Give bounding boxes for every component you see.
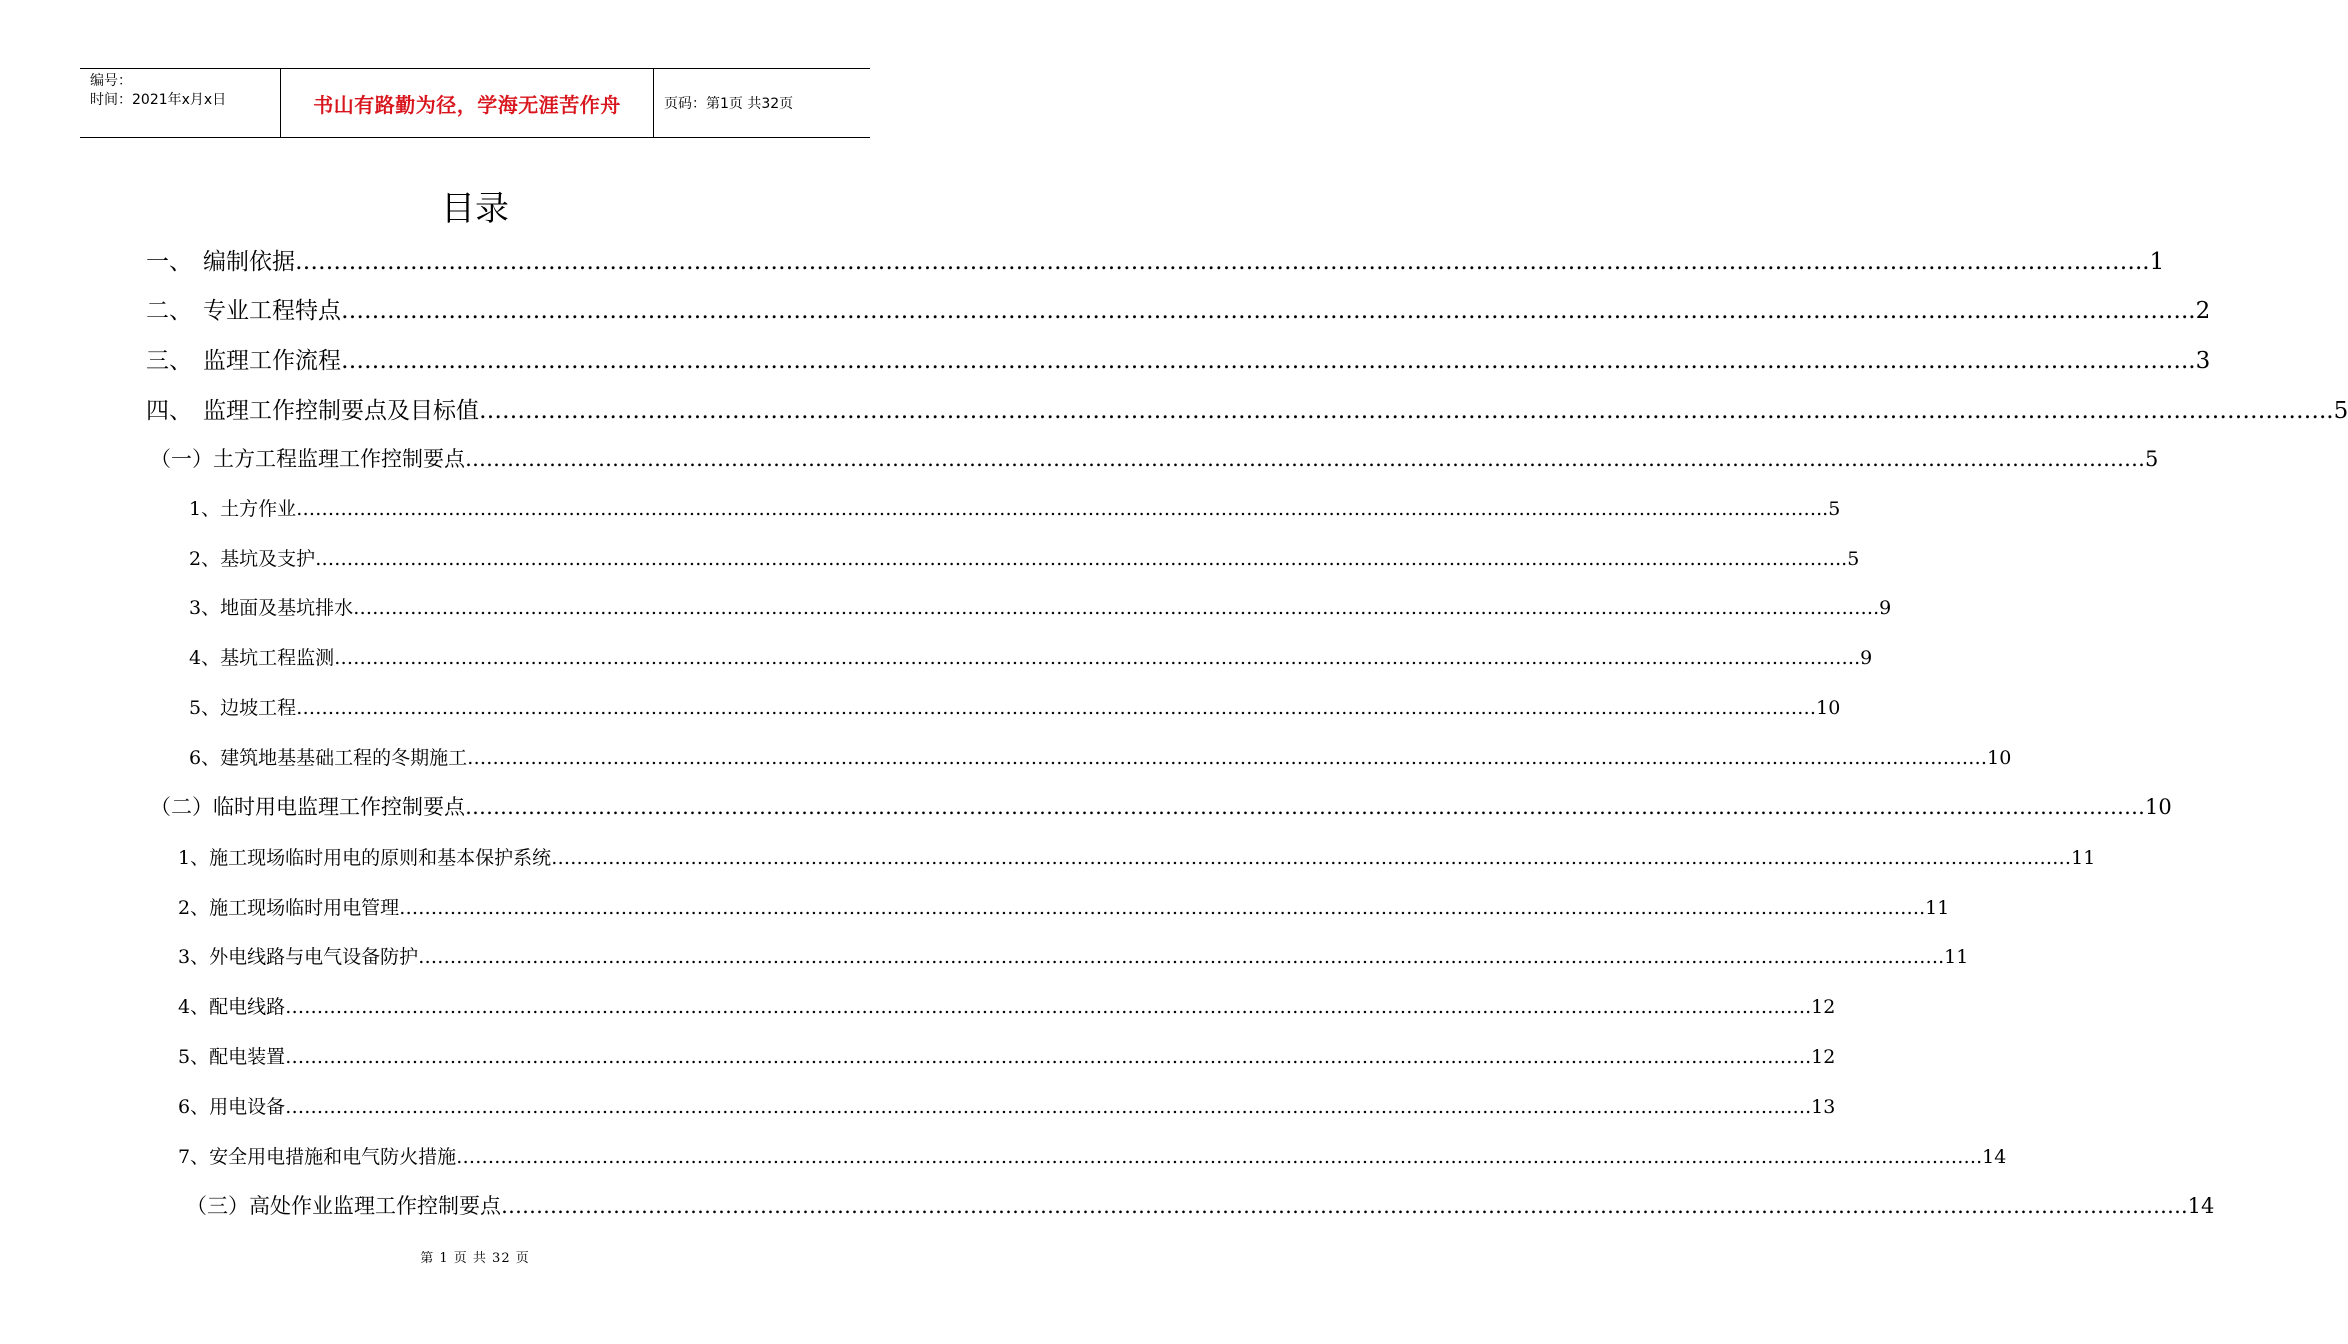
toc-entry-number: 4、 [178, 996, 210, 1018]
toc-entry-title: 配电装置 [209, 1046, 286, 1068]
toc-dot-leader: …………………………………………………………………………………………………………………………………………………………………………………………………………………… [315, 548, 1836, 570]
toc-dot-leader: …………………………………………………………………………………………………………………………………………………………………………………………………………………… [295, 249, 2135, 275]
toc-entry[interactable] [150, 791, 2172, 821]
toc-entry-number: 6、 [189, 747, 221, 769]
toc-entry[interactable] [189, 544, 1860, 572]
header-time-label: 时间：2021年x月x日 [90, 92, 227, 108]
toc-entry-page: ..5 [1835, 548, 1860, 570]
toc-dot-leader: …………………………………………………………………………………………………………………………………………………………………………………………………………………… [479, 398, 2319, 424]
toc-entry-number: 7、 [178, 1146, 210, 1168]
toc-entry[interactable] [150, 443, 2159, 473]
toc-entry-number: （三） [186, 1194, 249, 1218]
toc-entry-page: .14 [1976, 1146, 2007, 1168]
toc-dot-leader: …………………………………………………………………………………………………………………………………………………………………………………………………………………… [418, 946, 1939, 968]
toc-entry-page: .9 [1854, 647, 1873, 669]
toc-dot-leader: …………………………………………………………………………………………………………………………………………………………………………………………………………………… [353, 597, 1874, 619]
toc-entry-page: .11 [1919, 897, 1950, 919]
toc-entry-title: 安全用电措施和电气防火措施 [209, 1146, 457, 1168]
toc-entry-title: 用电设备 [209, 1096, 286, 1118]
toc-entry[interactable] [178, 992, 1836, 1020]
document-title: 目录 [441, 189, 509, 229]
toc-entry-number: 4、 [189, 647, 221, 669]
toc-entry-page: .12 [1805, 996, 1836, 1018]
toc-entry[interactable] [178, 1142, 2007, 1170]
toc-entry[interactable] [178, 1092, 1836, 1120]
toc-entry[interactable] [146, 342, 2211, 376]
toc-entry-title: 专业工程特点 [203, 298, 341, 324]
toc-entry-number: 三、 [146, 348, 192, 374]
toc-entry[interactable] [178, 843, 2096, 871]
toc-dot-leader: …………………………………………………………………………………………………………………………………………………………………………………………………………………… [285, 1096, 1806, 1118]
toc-entry-page: 5 [2145, 447, 2159, 471]
toc-entry-number: （一） [150, 447, 213, 471]
header-left-cell [80, 69, 281, 137]
toc-entry-title: 基坑及支护 [220, 548, 316, 570]
toc-dot-leader: …………………………………………………………………………………………………………………………………………………………………………………………………………………… [456, 1146, 1977, 1168]
toc-entry-title: 地面及基坑排水 [220, 597, 354, 619]
page-footer: 第 1 页 共 32 页 [420, 1251, 530, 1266]
toc-entry-page: ..5 [2319, 398, 2348, 424]
toc-entry-title: 临时用电监理工作控制要点 [213, 795, 465, 819]
toc-entry-title: 外电线路与电气设备防护 [209, 946, 419, 968]
toc-entry-title: 土方工程监理工作控制要点 [213, 447, 465, 471]
toc-entry-number: 3、 [178, 946, 210, 968]
toc-entry-title: 边坡工程 [220, 697, 297, 719]
toc-entry-number: 3、 [189, 597, 221, 619]
toc-entry-page: .11 [1938, 946, 1969, 968]
toc-entry-number: 5、 [178, 1046, 210, 1068]
toc-entry-number: 6、 [178, 1096, 210, 1118]
header-number-label: 编号： [90, 73, 132, 89]
toc-entry-page: .9 [1873, 597, 1892, 619]
toc-entry-page: .12 [1805, 1046, 1836, 1068]
toc-entry-page: ..3 [2181, 348, 2211, 374]
toc-entry[interactable] [146, 392, 2348, 426]
toc-entry-page: .13 [1805, 1096, 1836, 1118]
toc-entry-number: 一、 [146, 249, 192, 275]
toc-entry-title: 建筑地基基础工程的冬期施工 [220, 747, 468, 769]
toc-entry[interactable] [178, 1042, 1836, 1070]
toc-entry[interactable] [146, 292, 2211, 326]
page-header [80, 68, 870, 138]
toc-dot-leader: …………………………………………………………………………………………………………………………………………………………………………………………………………………… [334, 647, 1855, 669]
toc-entry-page: 11 [2071, 847, 2096, 869]
toc-entry[interactable] [189, 693, 1841, 721]
toc-entry[interactable] [178, 942, 1969, 970]
toc-dot-leader: …………………………………………………………………………………………………………………………………………………………………………………………………………………… [467, 747, 1988, 769]
toc-entry-title: 土方作业 [220, 498, 297, 520]
toc-entry-title: 施工现场临时用电的原则和基本保护系统 [209, 847, 552, 869]
toc-entry-number: 1、 [178, 847, 210, 869]
toc-dot-leader: …………………………………………………………………………………………………………………………………………………………………………………………………………………… [465, 795, 2145, 819]
toc-entry-number: 四、 [146, 398, 192, 424]
toc-dot-leader: …………………………………………………………………………………………………………………………………………………………………………………………………………………… [296, 498, 1817, 520]
toc-dot-leader: …………………………………………………………………………………………………………………………………………………………………………………………………………………… [285, 996, 1806, 1018]
toc-entry[interactable] [189, 494, 1841, 522]
toc-entry-page: 10 [1987, 747, 2012, 769]
toc-dot-leader: …………………………………………………………………………………………………………………………………………………………………………………………………………………… [551, 847, 2072, 869]
toc-dot-leader: …………………………………………………………………………………………………………………………………………………………………………………………………………………… [465, 447, 2145, 471]
toc-entry-title: 施工现场临时用电管理 [209, 897, 400, 919]
toc-entry-title: 基坑工程监测 [220, 647, 335, 669]
toc-entry-title: 监理工作控制要点及目标值 [203, 398, 479, 424]
toc-entry-number: （二） [150, 795, 213, 819]
toc-entry-page: 10 [2145, 795, 2172, 819]
toc-entry-number: 2、 [178, 897, 210, 919]
toc-dot-leader: …………………………………………………………………………………………………………………………………………………………………………………………………………………… [399, 897, 1920, 919]
header-page-label: 页码：第1页 共32页 [664, 96, 794, 112]
toc-entry[interactable] [186, 1190, 2215, 1220]
toc-entry-page: 10 [1816, 697, 1841, 719]
toc-dot-leader: …………………………………………………………………………………………………………………………………………………………………………………………………………………… [341, 298, 2181, 324]
toc-dot-leader: …………………………………………………………………………………………………………………………………………………………………………………………………………………… [296, 697, 1817, 719]
toc-entry-title: 高处作业监理工作控制要点 [249, 1194, 501, 1218]
toc-entry[interactable] [189, 743, 2012, 771]
toc-entry-page: ..1 [2135, 249, 2165, 275]
toc-entry[interactable] [146, 243, 2165, 277]
header-motto: 书山有路勤为径，学海无涯苦作舟 [281, 69, 654, 137]
toc-entry-title: 编制依据 [203, 249, 295, 275]
toc-entry-title: 配电线路 [209, 996, 286, 1018]
toc-entry-number: 二、 [146, 298, 192, 324]
toc-entry-number: 5、 [189, 697, 221, 719]
toc-entry-page: ..2 [2181, 298, 2211, 324]
toc-entry[interactable] [178, 893, 1950, 921]
toc-entry-number: 1、 [189, 498, 221, 520]
toc-entry-page: ..5 [1816, 498, 1841, 520]
toc-entry-number: 2、 [189, 548, 221, 570]
toc-entry-title: 监理工作流程 [203, 348, 341, 374]
toc-dot-leader: …………………………………………………………………………………………………………………………………………………………………………………………………………………… [341, 348, 2181, 374]
toc-entry-page: .14 [2181, 1194, 2215, 1218]
toc-dot-leader: …………………………………………………………………………………………………………………………………………………………………………………………………………………… [285, 1046, 1806, 1068]
toc-dot-leader: …………………………………………………………………………………………………………………………………………………………………………………………………………………… [501, 1194, 2181, 1218]
toc-entry[interactable] [189, 643, 1873, 671]
toc-entry[interactable] [189, 593, 1892, 621]
